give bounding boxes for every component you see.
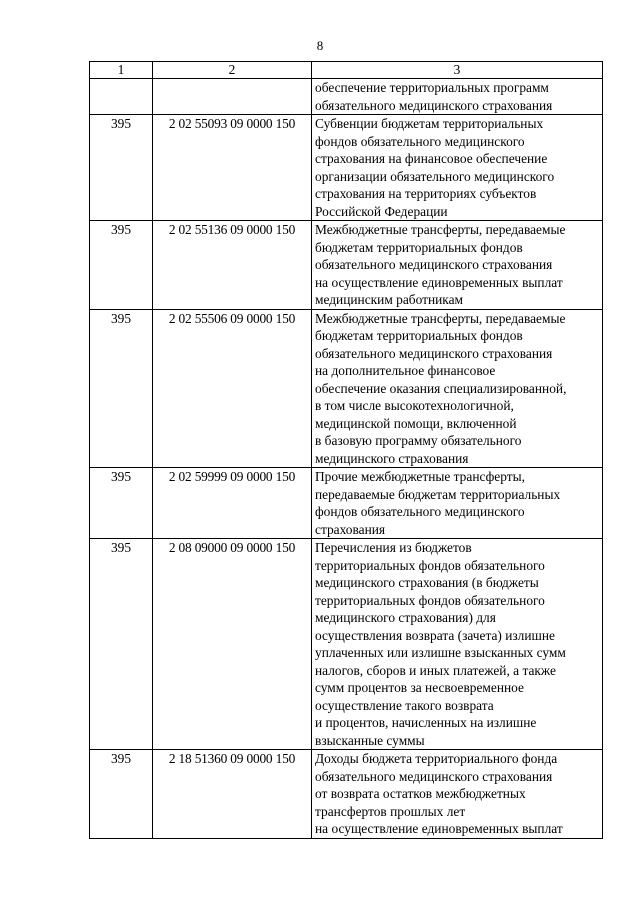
description-line: в том числе высокотехнологичной, bbox=[315, 398, 514, 413]
description-line: на осуществление единовременных выплат bbox=[315, 821, 563, 836]
description-line: обеспечение оказания специализированной, bbox=[315, 380, 567, 396]
admin-code-cell: 395 bbox=[90, 750, 153, 839]
description-line: обеспечение территориальных программ bbox=[315, 80, 549, 95]
description-cell bbox=[312, 115, 603, 221]
description-line: налогов, сборов и иных платежей, а также bbox=[315, 662, 556, 678]
kbk-code-cell: 2 02 55093 09 0000 150 bbox=[153, 115, 312, 221]
description-line: на осуществление единовременных выплат bbox=[315, 274, 563, 290]
kbk-code-cell: 2 02 55506 09 0000 150 bbox=[153, 309, 312, 468]
continuation-code-cell bbox=[90, 79, 153, 115]
page-number: 8 bbox=[316, 38, 324, 53]
table-row bbox=[90, 750, 603, 839]
description-cell bbox=[312, 750, 603, 839]
description-line: фондов обязательного медицинского bbox=[315, 133, 525, 149]
description-line: на дополнительное финансовое bbox=[315, 363, 496, 378]
description-line: взысканные суммы bbox=[315, 732, 425, 748]
kbk-code-cell: 2 02 55136 09 0000 150 bbox=[153, 221, 312, 310]
description-line: территориальных фондов обязательного bbox=[315, 592, 545, 608]
admin-code-cell: 395 bbox=[90, 468, 153, 539]
table-row bbox=[90, 221, 603, 310]
description-line: страхования bbox=[315, 521, 386, 537]
kbk-code-cell: 2 08 09000 09 0000 150 bbox=[153, 539, 312, 750]
continuation-row bbox=[90, 79, 603, 115]
description-line: медицинской помощи, включенной bbox=[315, 415, 517, 431]
description-line: трансфертов прошлых лет bbox=[315, 803, 466, 819]
description-cell bbox=[312, 468, 603, 539]
continuation-kbk-cell bbox=[153, 79, 312, 115]
kbk-code-cell: 2 18 51360 09 0000 150 bbox=[153, 750, 312, 839]
table-header-row bbox=[90, 62, 603, 79]
admin-code-cell: 395 bbox=[90, 115, 153, 221]
header-col-3: 3 bbox=[312, 62, 603, 79]
description-line: Доходы бюджета территориального фонда bbox=[315, 751, 558, 766]
continuation-description-cell bbox=[312, 79, 603, 115]
description-line: фондов обязательного медицинского bbox=[315, 504, 525, 519]
description-line: осуществления возврата (зачета) излишне bbox=[315, 627, 555, 643]
description-line: организации обязательного медицинского bbox=[315, 168, 555, 184]
table-row bbox=[90, 539, 603, 750]
description-line: Межбюджетные трансферты, передаваемые bbox=[315, 310, 566, 326]
description-line: передаваемые бюджетам территориальных bbox=[315, 486, 561, 502]
budget-classification-table bbox=[89, 61, 603, 839]
description-line: страхования на финансовое обеспечение bbox=[315, 151, 548, 166]
admin-code-cell: 395 bbox=[90, 539, 153, 750]
description-line: Прочие межбюджетные трансферты, bbox=[315, 469, 525, 484]
description-line: бюджетам территориальных фондов bbox=[315, 328, 523, 343]
description-line: страхования на территориях субъектов bbox=[315, 186, 537, 201]
description-line: Российской Федерации bbox=[315, 203, 448, 219]
admin-code-cell: 395 bbox=[90, 309, 153, 468]
description-line: медицинского страхования bbox=[315, 450, 469, 466]
description-line: от возврата остатков межбюджетных bbox=[315, 786, 526, 801]
description-cell bbox=[312, 309, 603, 468]
description-line: обязательного медицинского страхования bbox=[315, 345, 553, 361]
description-line: в базовую программу обязательного bbox=[315, 433, 522, 448]
table-row bbox=[90, 115, 603, 221]
description-line: обязательного медицинского страхования bbox=[315, 768, 553, 784]
description-line: медицинского страхования) для bbox=[315, 610, 496, 625]
description-line: обязательного медицинского страхования bbox=[315, 97, 553, 113]
description-line: обязательного медицинского страхования bbox=[315, 257, 553, 272]
description-line: и процентов, начисленных на излишне bbox=[315, 715, 537, 730]
header-col-1: 1 bbox=[90, 62, 153, 79]
description-line: медицинским работникам bbox=[315, 292, 464, 307]
header-col-2: 2 bbox=[153, 62, 312, 79]
description-line: Субвенции бюджетам территориальных bbox=[315, 116, 544, 131]
description-line: Перечисления из бюджетов bbox=[315, 540, 472, 555]
description-line: медицинского страхования (в бюджеты bbox=[315, 575, 539, 590]
description-line: уплаченных или излишне взысканных сумм bbox=[315, 645, 566, 660]
description-line: сумм процентов за несвоевременное bbox=[315, 680, 524, 695]
table-row bbox=[90, 468, 603, 539]
description-cell bbox=[312, 221, 603, 310]
description-line: бюджетам территориальных фондов bbox=[315, 239, 523, 255]
table-row bbox=[90, 309, 603, 468]
admin-code-cell: 395 bbox=[90, 221, 153, 310]
description-line: Межбюджетные трансферты, передаваемые bbox=[315, 222, 566, 237]
description-line: территориальных фондов обязательного bbox=[315, 557, 545, 573]
description-line: осуществление такого возврата bbox=[315, 697, 494, 713]
kbk-code-cell: 2 02 59999 09 0000 150 bbox=[153, 468, 312, 539]
description-cell bbox=[312, 539, 603, 750]
